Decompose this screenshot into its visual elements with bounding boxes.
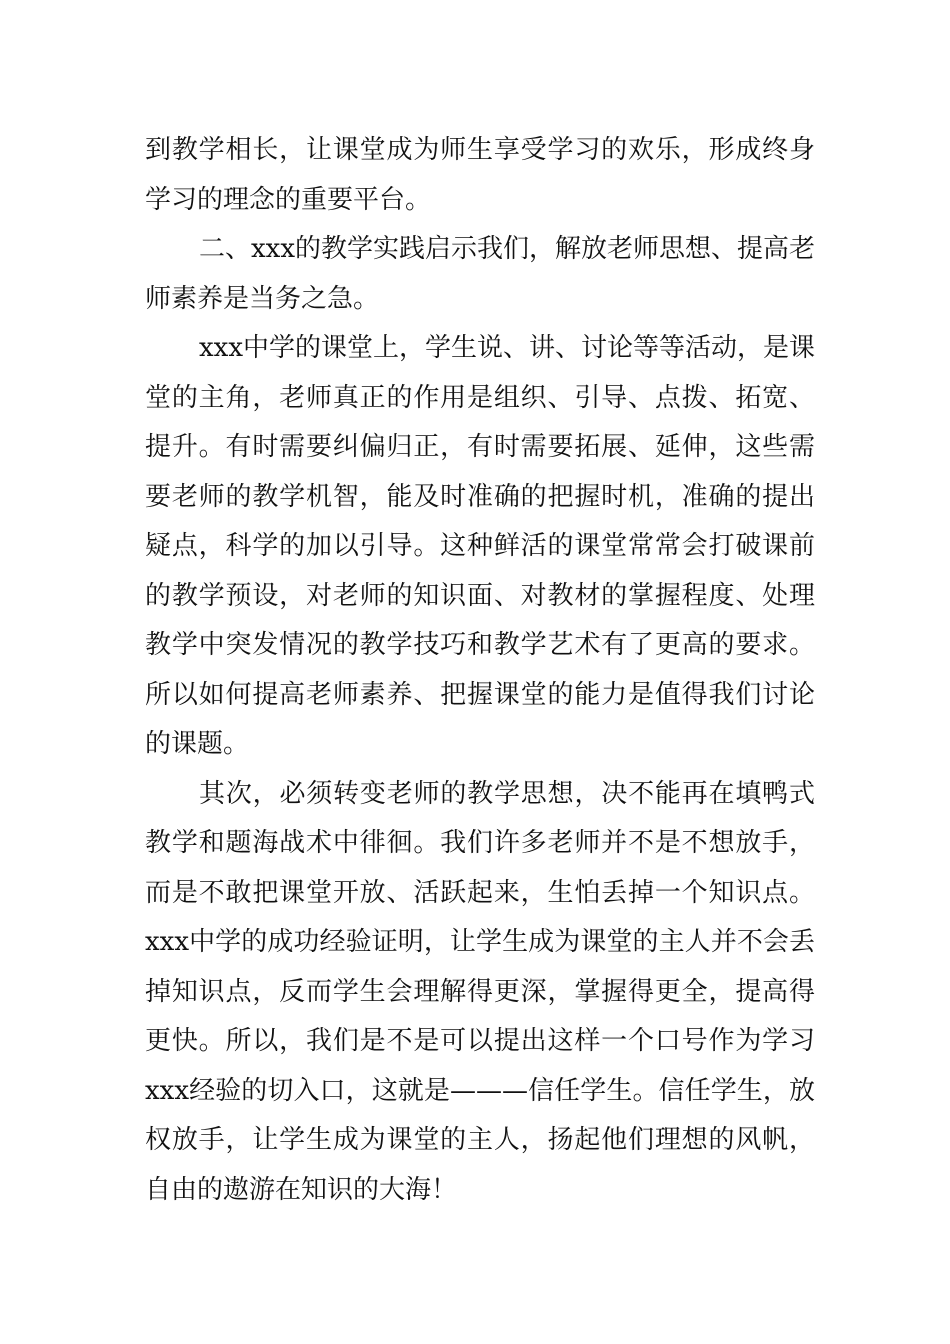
paragraph-4: 其次，必须转变老师的教学思想，决不能再在填鸭式教学和题海战术中徘徊。我们许多老师并不是不想放手，而是不敢把课堂开放、活跃起来，生怕丢掉一个知识点。xxx中学的成功经验证明，让学生成为课堂的主人并不会丢掉知识点，反而学生会理解得更深，掌握得更全，提高得更快。所以，我们是不是可以提出这样一个口号作为学习xxx经验的切入口，这就是———信任学生。信任学生，放权放手，让学生成为课堂的主人，扬起他们理想的风帆，自由的遨游在知识的大海！: [145, 778, 815, 1205]
paragraph-3: xxx中学的课堂上，学生说、讲、讨论等等活动，是课堂的主角，老师真正的作用是组织、引导、点拨、拓宽、提升。有时需要纠偏归正，有时需要拓展、延伸，这些需要老师的教学机智，能及时准确的把握时机，准确的提出疑点，科学的加以引导。这种鲜活的课堂常常会打破课前的教学预设，对老师的知识面、对教材的掌握程度、处理教学中突发情况的教学技巧和教学艺术有了更高的要求。所以如何提高老师素养、把握课堂的能力是值得我们讨论的课题。: [145, 333, 815, 759]
paragraph-2: 二、xxx的教学实践启示我们，解放老师思想、提高老师素养是当务之急。: [145, 234, 815, 314]
paragraph-1: 到教学相长，让课堂成为师生享受学习的欢乐，形成终身学习的理念的重要平台。: [145, 135, 815, 215]
body-text: [145, 126, 815, 1215]
